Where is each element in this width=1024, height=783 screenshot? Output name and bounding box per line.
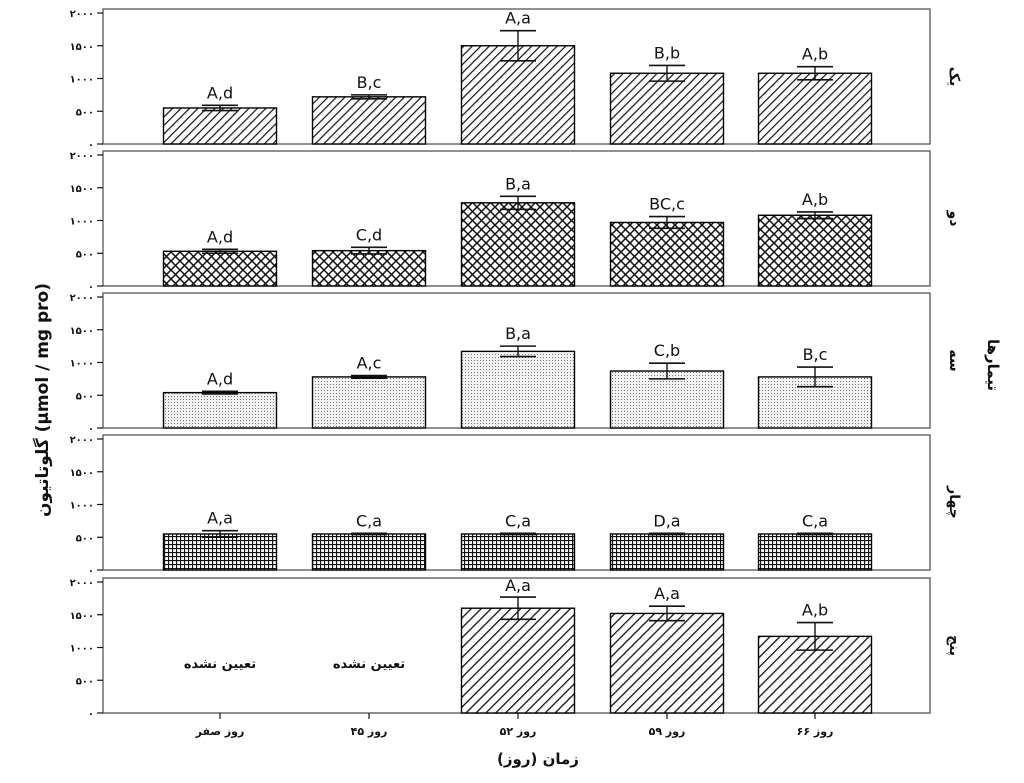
bar	[462, 351, 575, 428]
y-tick-label: ۱۵۰۰	[69, 41, 94, 53]
bar	[611, 73, 724, 144]
y-axis-title: گلوتاتیون (µmol / mg pro)	[33, 282, 53, 518]
y-tick-label: ۲۰۰۰	[69, 435, 94, 446]
chart-panel	[70, 293, 962, 435]
data-label: B,c	[802, 345, 828, 365]
bar	[462, 608, 575, 713]
y-tick-label: ۲۰۰۰	[69, 9, 94, 20]
not-determined-label: تعیین نشده	[332, 657, 406, 672]
x-tick-label: روز ۶۶	[796, 725, 834, 738]
bar	[759, 215, 872, 286]
data-label: A,a	[505, 576, 531, 595]
x-tick-label: روز صفر	[195, 725, 245, 738]
chart-panel	[70, 576, 962, 720]
data-label: C,a	[355, 511, 383, 531]
y-tick-label: ۱۵۰۰	[69, 325, 94, 337]
bar	[164, 534, 277, 570]
data-label: C,d	[355, 225, 383, 245]
bar	[164, 251, 277, 286]
y-tick-label: ۵۰۰	[75, 391, 94, 403]
bar	[759, 534, 872, 570]
bar	[164, 108, 277, 144]
y-tick-label: ۱۰۰۰	[69, 216, 94, 228]
bar	[164, 393, 277, 428]
data-label: A,b	[801, 44, 829, 64]
x-tick-label: روز ۵۲	[499, 725, 537, 738]
x-axis-title: زمان (روز)	[497, 750, 579, 768]
y-tick-label: ۰	[87, 709, 94, 720]
data-label: A,d	[206, 369, 234, 389]
data-label: A,b	[801, 189, 829, 209]
chart-panel	[70, 435, 962, 577]
data-label: A,d	[206, 227, 234, 247]
data-label: A,a	[207, 508, 233, 528]
chart-panel	[70, 151, 962, 293]
x-axis-tick-labels	[195, 713, 834, 738]
y-tick-label: ۰	[87, 282, 94, 293]
y-tick-label: ۱۵۰۰	[69, 183, 94, 195]
panel-label: یک	[946, 66, 962, 87]
data-label: B,c	[356, 72, 382, 92]
y-tick-label: ۱۰۰۰	[69, 643, 94, 655]
y-tick-label: ۰	[87, 140, 94, 151]
bar	[759, 73, 872, 144]
y-tick-label: ۵۰۰	[75, 676, 94, 688]
y-tick-label: ۲۰۰۰	[69, 293, 94, 304]
data-label: B,a	[505, 324, 531, 344]
y-tick-label: ۵۰۰	[75, 533, 94, 545]
bar	[611, 534, 724, 570]
data-label: B,b	[653, 43, 681, 63]
panel-label: چهار	[946, 486, 962, 519]
bar	[462, 534, 575, 570]
y-tick-label: ۲۰۰۰	[69, 578, 94, 589]
data-label: C,b	[653, 341, 681, 361]
bar	[611, 613, 724, 713]
panel-label: دو	[946, 210, 962, 227]
bar	[313, 377, 426, 428]
group-axis-title: تیمارها	[984, 338, 1002, 392]
bar	[611, 222, 724, 286]
chart-panel	[70, 9, 962, 151]
y-tick-label: ۵۰۰	[75, 107, 94, 119]
bar	[313, 534, 426, 570]
x-tick-label: روز ۵۹	[648, 725, 686, 738]
bar	[313, 251, 426, 286]
panel-label: پنج	[946, 634, 962, 657]
data-label: A,b	[801, 600, 829, 620]
not-determined-label: تعیین نشده	[183, 657, 257, 672]
y-tick-label: ۰	[87, 424, 94, 435]
y-tick-label: ۰	[87, 566, 94, 577]
data-label: A,a	[654, 584, 680, 604]
bar	[313, 97, 426, 144]
y-tick-label: ۱۵۰۰	[69, 610, 94, 622]
panel-label: سه	[946, 349, 962, 372]
bar	[462, 203, 575, 286]
y-tick-label: ۱۵۰۰	[69, 467, 94, 479]
y-tick-label: ۵۰۰	[75, 249, 94, 261]
data-label: A,c	[356, 353, 382, 373]
data-label: A,a	[505, 8, 531, 28]
y-tick-label: ۱۰۰۰	[69, 500, 94, 512]
data-label: BC,c	[649, 194, 685, 214]
x-tick-label: روز ۴۵	[350, 725, 388, 738]
data-label: C,a	[801, 511, 829, 531]
y-tick-label: ۲۰۰۰	[69, 151, 94, 162]
y-tick-label: ۱۰۰۰	[69, 74, 94, 86]
data-label: B,a	[505, 174, 531, 194]
data-label: D,a	[653, 511, 681, 531]
data-label: C,a	[504, 511, 532, 531]
data-label: A,d	[206, 83, 234, 103]
y-tick-label: ۱۰۰۰	[69, 358, 94, 370]
